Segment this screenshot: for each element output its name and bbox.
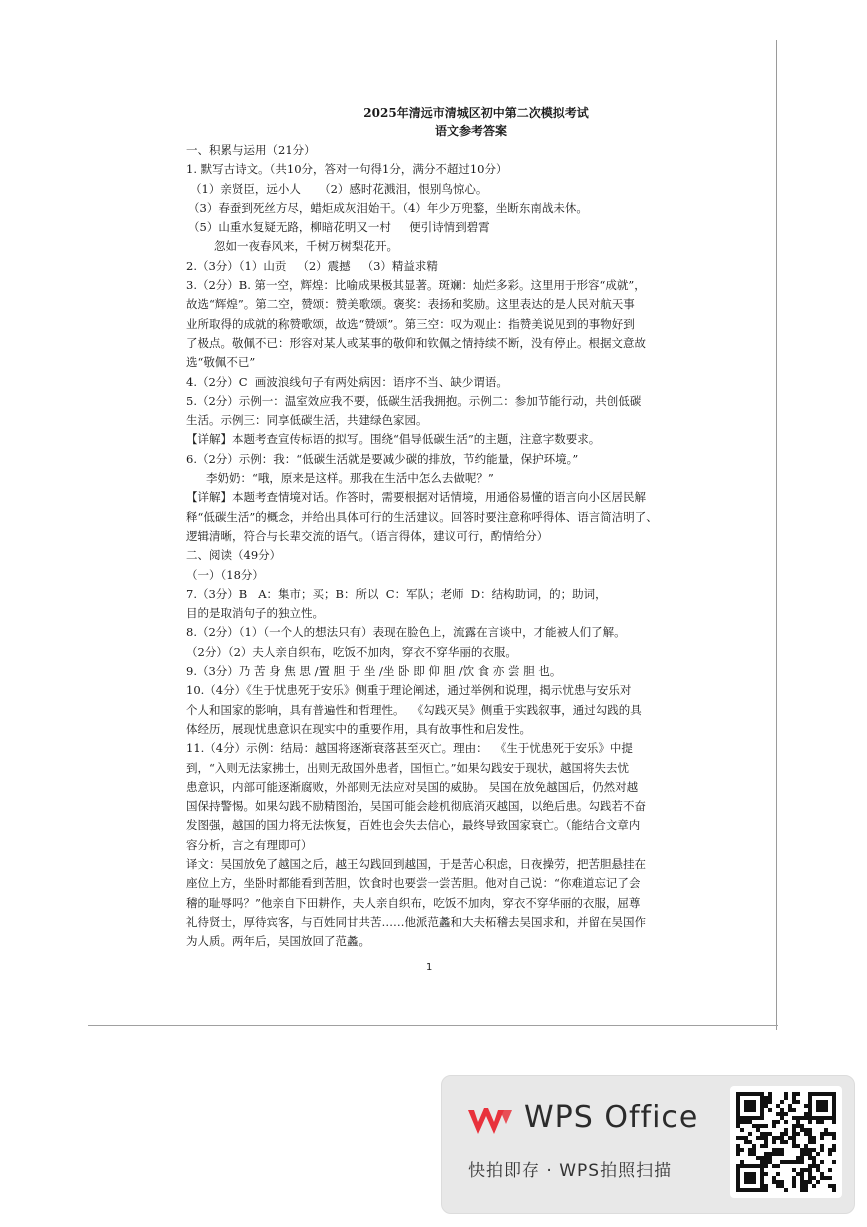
- answer-line: 11.（4分）示例：结局：越国将逐渐衰落甚至灭亡。理由： 《生于忧患死于安乐》中提: [186, 741, 633, 756]
- answer-line: 释“低碳生活”的概念，并给出具体可行的生活建议。回答时要注意称呼得体、语言简洁明了、: [186, 509, 658, 524]
- answer-line: （5）山重水复疑无路，柳暗花明又一村 便引诗情到碧霄: [188, 220, 490, 235]
- exam-title: 2025年清远市清城区初中第二次模拟考试: [363, 106, 589, 120]
- answer-line: 二、阅读（49分）: [186, 548, 282, 563]
- answer-line: 座位上方，坐卧时都能看到苦胆，饮食时也要尝一尝苦胆。他对自己说：“你难道忘记了会: [186, 876, 641, 891]
- answer-line: （1）亲贤臣，远小人 （2）感时花溅泪，恨别鸟惊心。: [190, 181, 488, 196]
- answer-line: 为人质。两年后，吴国放回了范蠡。: [186, 934, 370, 949]
- answer-line: 礼待贤士，厚待宾客，与百姓同甘共苦……他派范蠡和大夫柘稽去吴国求和，并留在吴国作: [186, 914, 646, 929]
- answer-line: 5.（2分）示例一：温室效应我不要，低碳生活我拥抱。示例二：参加节能行动，共创低碳: [186, 393, 642, 408]
- answer-line: 【详解】本题考查情境对话。作答时，需要根据对话情境，用通俗易懂的语言向小区居民解: [186, 490, 646, 505]
- scan-edge-bottom: [88, 1025, 778, 1026]
- answer-lines: [186, 141, 746, 951]
- answer-line: 6.（2分）示例：我：“低碳生活就是要减少碳的排放，节约能量，保护环境。”: [186, 451, 579, 466]
- answer-line: 9.（3分）乃 苦 身 焦 思 /置 胆 于 坐 /坐 卧 即 仰 胆 /饮 食 亦 尝 胆 也。: [186, 664, 562, 679]
- answer-line: 生活。示例三：同享低碳生活，共建绿色家园。: [186, 413, 428, 428]
- wps-brand-name: WPS Office: [524, 1100, 699, 1135]
- answer-line: 2.（3分）（1）山贡 （2）震撼 （3）精益求精: [186, 258, 438, 273]
- wps-watermark-badge: [441, 1075, 855, 1214]
- answer-line: 1. 默写古诗文。（共10分，答对一句得1分，满分不超过10分）: [186, 162, 508, 177]
- answer-line: 逻辑清晰，符合与长辈交流的语气。（语言得体，建议可行，酌情给分）: [186, 528, 549, 543]
- answer-line: 忽如一夜春风来，千树万树梨花开。: [214, 239, 398, 254]
- answer-line: 10.（4分）《生于忧患死于安乐》侧重于理论阐述，通过举例和说理，揭示忧患与安乐对: [186, 683, 632, 698]
- answer-line: 业所取得的成就的称赞歌颂，故选“赞颂”。第三空：叹为观止：指赞美说见到的事物好到: [186, 316, 635, 331]
- answer-line: 体经历，展现忧患意识在现实中的重要作用，具有故事性和启发性。: [186, 721, 531, 736]
- answer-line: 3.（2分）B. 第一空，辉煌：比喻成果极其显著。斑斓：灿烂多彩。这里用于形容“成就”，: [186, 278, 646, 293]
- answer-line: 稽的耻辱吗？”他亲自下田耕作，夫人亲自织布，吃饭不加肉，穿衣不穿华丽的衣服，屈尊: [186, 895, 641, 910]
- page-number: 1: [426, 962, 433, 973]
- answer-document: [186, 104, 746, 951]
- answer-key-title: 语文参考答案: [434, 124, 507, 138]
- answer-line: 目的是取消句子的独立性。: [186, 606, 324, 621]
- answer-line: 【详解】本题考查宣传标语的拟写。围绕“倡导低碳生活”的主题，注意字数要求。: [186, 432, 601, 447]
- answer-line: 到，“入则无法家拂士，出则无敌国外患者，国恒亡。”如果勾践安于现状，越国将失去忧: [186, 760, 630, 775]
- answer-line: 了极点。敬佩不已：形容对某人或某事的敬仰和钦佩之情持续不断，没有停止。根据文意故: [186, 335, 646, 350]
- answer-line: 8.（2分）（1）（一个人的想法只有）表现在脸色上，流露在言谈中，才能被人们了解。: [186, 625, 626, 640]
- wps-slogan: 快拍即存 · WPS拍照扫描: [468, 1161, 673, 1181]
- answer-line: 发图强，越国的国力将无法恢复，百姓也会失去信心，最终导致国家衰亡。（能结合文章内: [186, 818, 641, 833]
- answer-line: 李奶奶：“哦，原来是这样。那我在生活中怎么去做呢？”: [206, 471, 494, 486]
- answer-line: 选“敬佩不已”: [186, 355, 256, 370]
- wps-logo-icon: [466, 1106, 514, 1138]
- answer-line: 国保持警惕。如果勾践不励精图治，吴国可能会趁机彻底消灭越国，以绝后患。勾践若不奋: [186, 799, 646, 814]
- qr-code-icon: [730, 1086, 842, 1198]
- answer-line: 一、积累与运用（21分）: [186, 143, 316, 157]
- answer-line: （3）春蚕到死丝方尽，蜡炬成灰泪始干。（4）年少万兜鍪，坐断东南战未休。: [188, 200, 588, 215]
- answer-line: 译文：吴国放免了越国之后，越王勾践回到越国，于是苦心积虑，日夜操劳，把苦胆悬挂在: [186, 856, 646, 871]
- answer-line: 7.（3分）B A：集市；买；B：所以 C：军队；老师 D：结构助词，的；助词，: [186, 586, 607, 601]
- answer-line: 个人和国家的影响，具有普遍性和哲理性。 《勾践灭吴》侧重于实践叙事，通过勾践的具: [186, 702, 642, 717]
- answer-line: 容分析，言之有理即可）: [186, 837, 313, 852]
- answer-line: （2分）（2）夫人亲自织布，吃饭不加肉，穿衣不穿华丽的衣服。: [186, 644, 517, 659]
- answer-line: 4.（2分）C 画波浪线句子有两处病因：语序不当、缺少谓语。: [186, 374, 508, 389]
- scan-edge-right: [776, 40, 777, 1030]
- answer-line: 患意识，内部可能逐渐腐败，外部则无法应对吴国的威胁。 吴国在放免越国后，仍然对越: [186, 779, 639, 794]
- answer-line: 故选“辉煌”。第二空，赞颂：赞美歌颂。褒奖：表扬和奖励。这里表达的是人民对航天事: [186, 297, 635, 312]
- answer-line: （一）（18分）: [186, 567, 264, 582]
